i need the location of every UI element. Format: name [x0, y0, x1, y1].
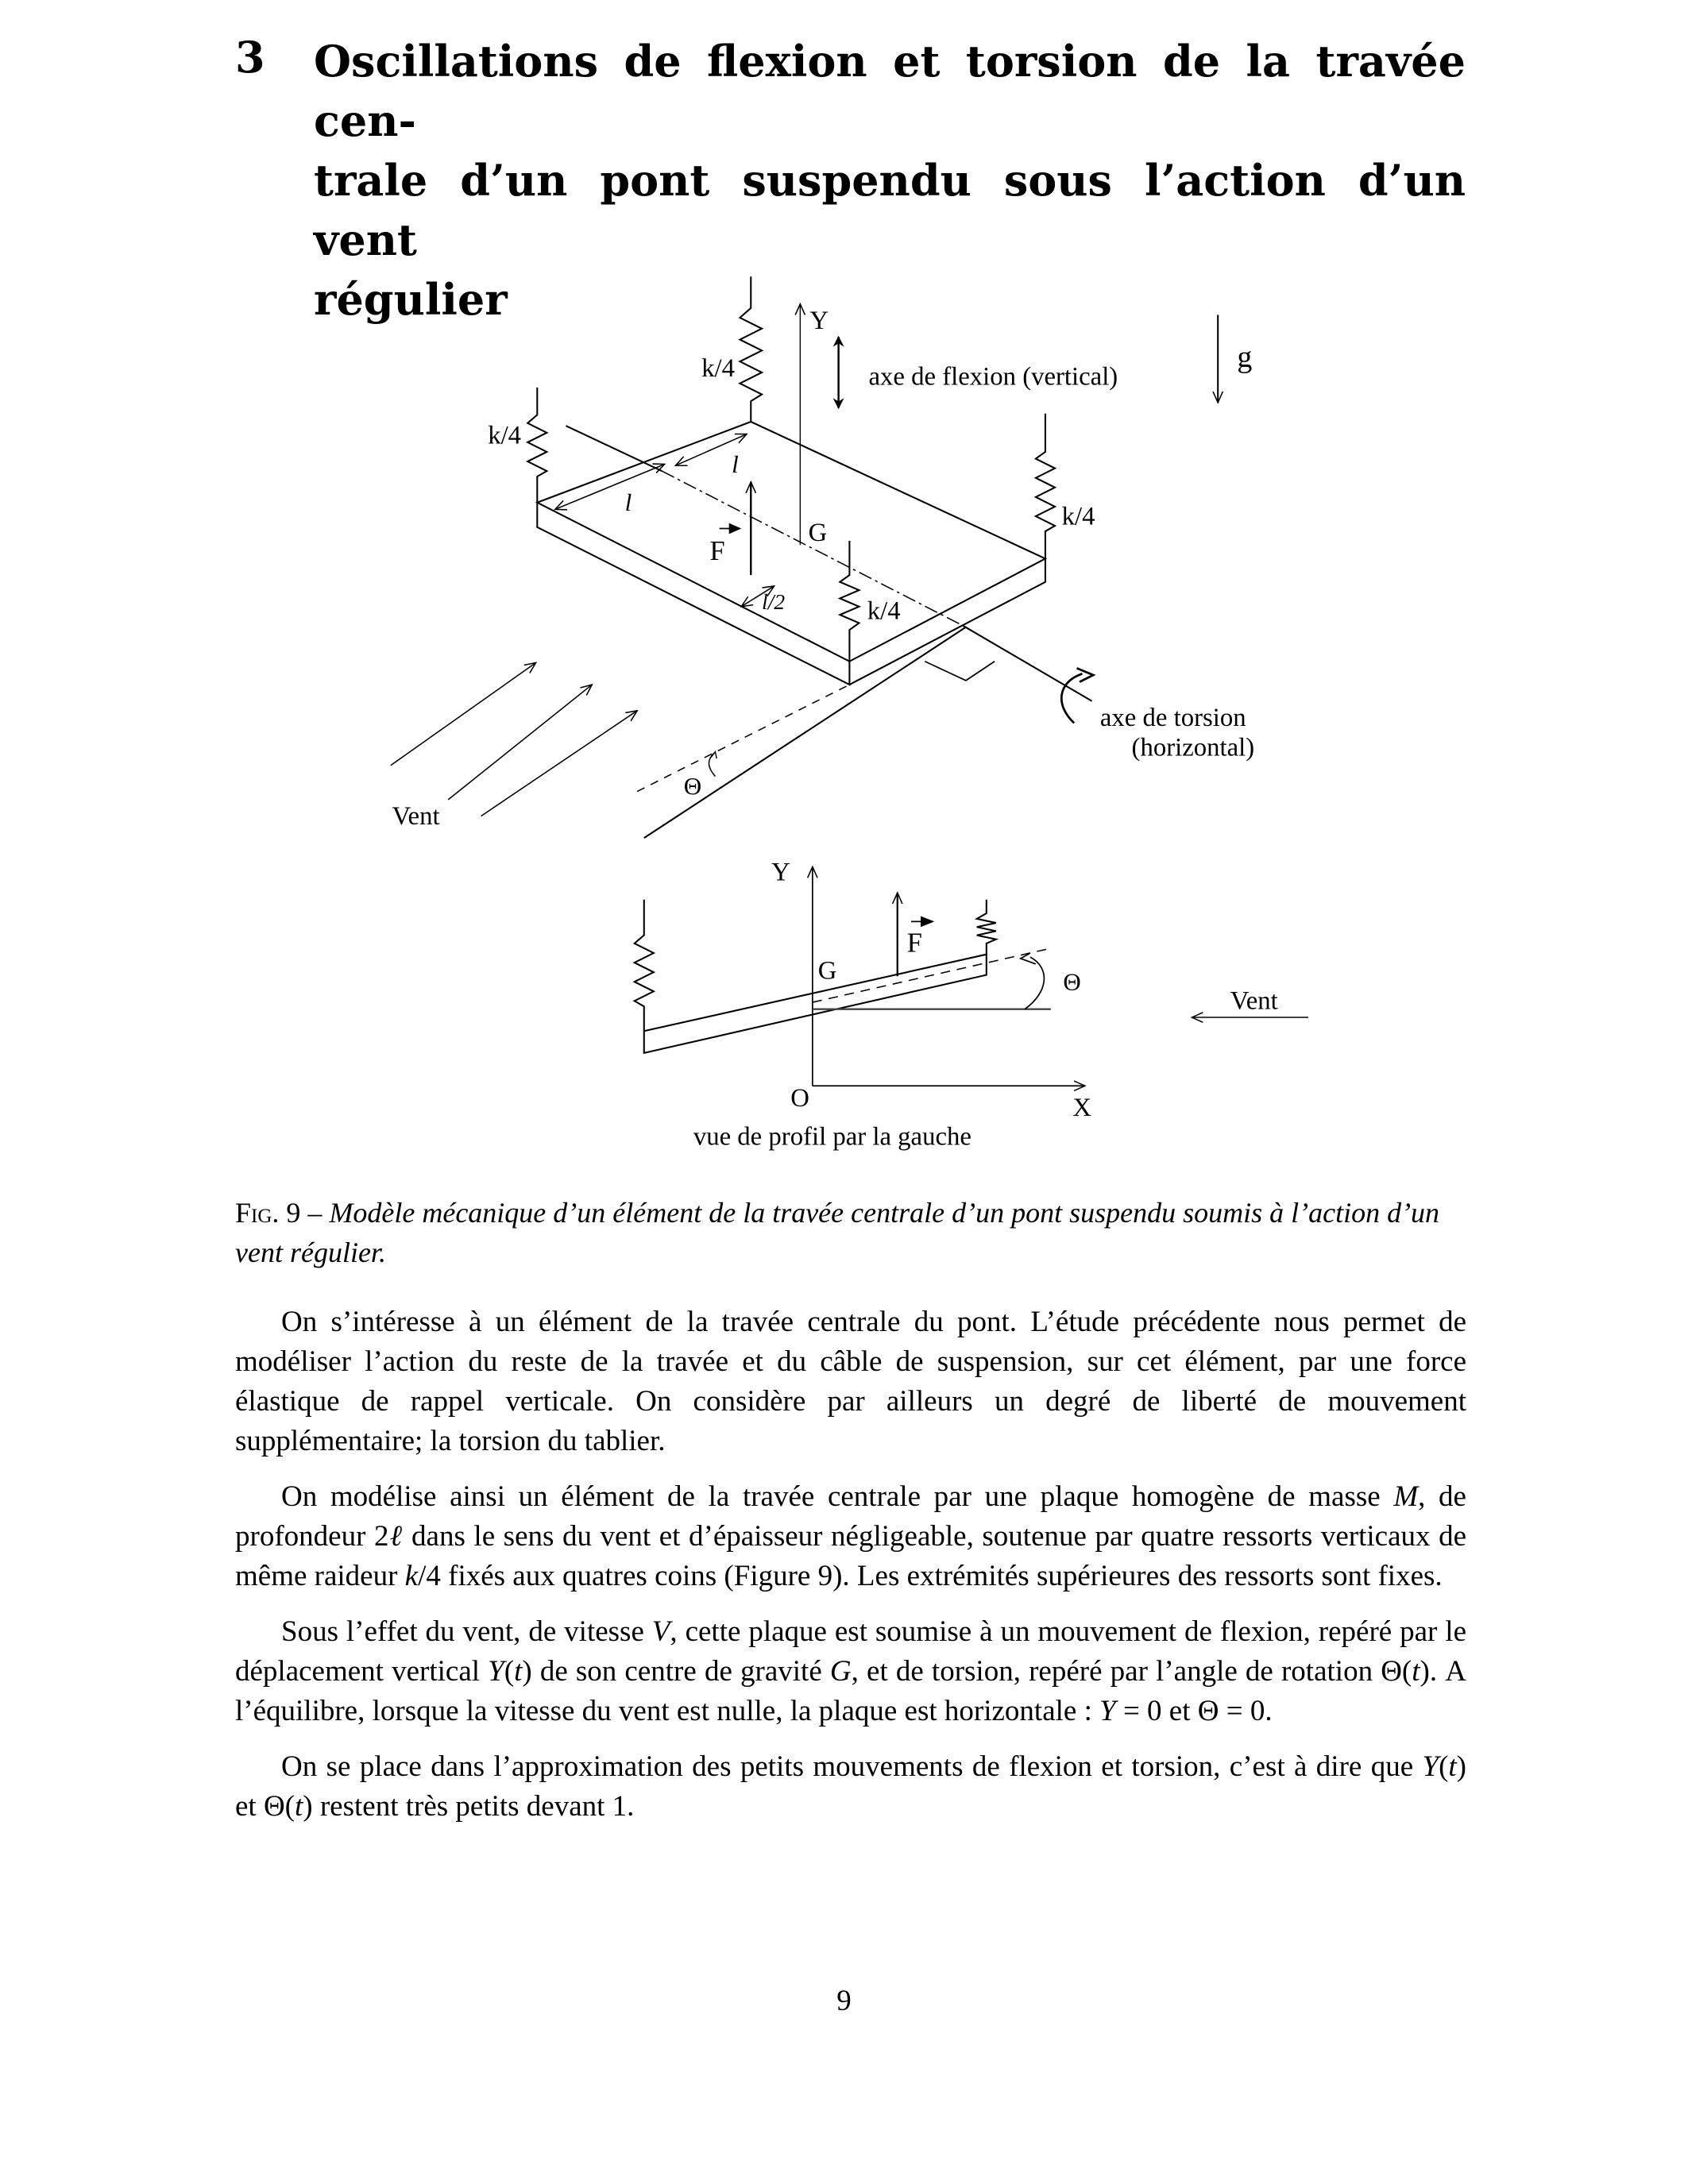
profile-spring-right-icon: [977, 900, 996, 955]
body-text: [235, 1302, 1466, 1843]
paragraph-4: On se place dans l’approximation des petits mouvements de flexion et torsion, c’est à dire que Y(t) et Θ(t) restent très petits devant 1.: [235, 1750, 1466, 1823]
section-title-line-2: trale d’un pont suspendu sous l’action d’un vent: [314, 155, 1466, 265]
figure-caption: [235, 1193, 1466, 1272]
spring-left-icon: [527, 388, 547, 503]
label-k-right: k/4: [1061, 502, 1095, 531]
tilted-plate-line: [644, 627, 966, 839]
paragraph-3: Sous l’effet du vent, de vitesse V, cette plaque est soumise à un mouvement de flexion, repéré par le déplacement vertical Y(t) de son centre de gravité G, et de torsion, repéré par l’angle de rotation Θ(t). A l’équilibre, lorsque la vitesse du vent est nulle, la plaque est horizontale : Y = 0 et Θ = 0.: [235, 1615, 1466, 1727]
profile-label-wind: Vent: [1230, 986, 1278, 1016]
spring-right-icon: [1036, 414, 1055, 559]
label-theta: Θ: [683, 772, 702, 800]
label-force: F: [709, 536, 725, 567]
profile-label-G: G: [817, 956, 837, 986]
label-torsion-axis-1: axe de torsion: [1099, 703, 1246, 732]
reference-dashed-line: [637, 685, 849, 791]
plate-top-face: [537, 422, 1045, 662]
spring-top-icon: [740, 276, 762, 422]
wind-arrow-3: [481, 711, 638, 816]
profile-theta-arc: [1025, 957, 1044, 1009]
label-flexion-axis: axe de flexion (vertical): [868, 362, 1118, 392]
section-title-line-3: régulier: [314, 274, 508, 325]
label-l-lower: l: [624, 488, 632, 517]
label-k-left: k/4: [488, 421, 522, 450]
label-torsion-axis-2: (horizontal): [1131, 733, 1255, 762]
wind-arrow-1: [391, 662, 536, 765]
label-G: G: [808, 519, 828, 548]
profile-subtitle: vue de profil par la gauche: [693, 1122, 971, 1152]
figure-caption-text: Modèle mécanique d’un élément de la travée centrale d’un pont suspendu soumis à l’action d’un vent régulier.: [235, 1197, 1440, 1268]
label-gravity: g: [1237, 341, 1253, 375]
profile-label-theta: Θ: [1063, 967, 1081, 996]
label-k-front: k/4: [867, 596, 901, 626]
profile-label-y: Y: [771, 858, 790, 887]
spring-front-icon: [840, 541, 859, 662]
right-angle-mark: [925, 662, 995, 681]
profile-label-x: X: [1072, 1094, 1092, 1123]
profile-spring-left-icon: [635, 900, 654, 1032]
figure-label: Fig. 9 –: [235, 1197, 323, 1229]
force-vector-head: [729, 523, 742, 534]
profile-dashed-midline: [813, 949, 1049, 1002]
paragraph-1: On s’intéresse à un élément de la travée centrale du pont. L’étude précédente nous permet de modéliser l’action du reste de la travée et du câble de suspension, sur cet élément, par une force élastique de rappel verticale. On considère par ailleurs un degré de liberté de mouvement supplémentaire; la torsion du tablier.: [235, 1306, 1466, 1457]
wind-arrow-2: [448, 685, 592, 800]
profile-plate: [644, 955, 987, 1053]
plate-left-edge: [537, 503, 849, 685]
label-wind: Vent: [392, 801, 440, 831]
profile-label-force: F: [906, 928, 922, 959]
torsion-axis-dashdot: [662, 471, 963, 626]
label-y-axis: Y: [809, 306, 829, 335]
label-l-half: l/2: [762, 589, 786, 615]
profile-label-origin: O: [790, 1084, 809, 1113]
torsion-axis-line-2: [964, 626, 1092, 701]
torsion-axis-line: [566, 426, 662, 471]
label-l-upper: l: [732, 450, 739, 478]
page-number: 9: [836, 1985, 852, 2017]
label-k-top: k/4: [701, 354, 736, 384]
section-title-line-1: Oscillations de flexion et torsion de la travée cen-: [314, 36, 1466, 146]
section-number: 3: [235, 32, 265, 83]
dim-l-lower: [555, 464, 665, 509]
paragraph-2: On modélise ainsi un élément de la travée centrale par une plaque homogène de masse M, de profondeur 2ℓ dans le sens du vent et d’épaisseur négligeable, soutenue par quatre ressorts verticaux de même raideur k/4 fixés aux quatres coins (Figure 9). Les extrémités supérieures des ressorts sont fixes.: [235, 1480, 1466, 1592]
